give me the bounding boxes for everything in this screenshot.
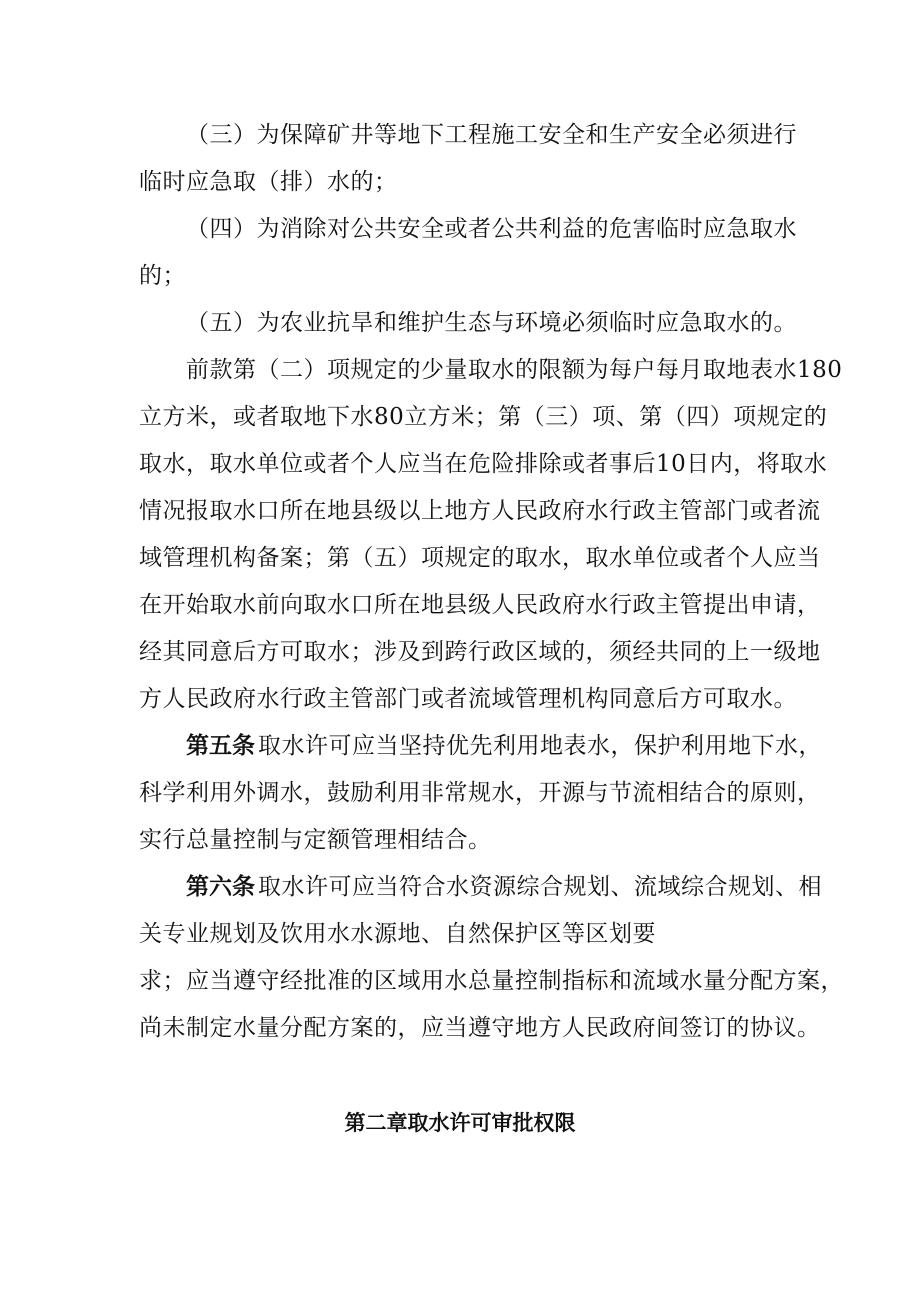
paragraph-line — [0, 162, 920, 202]
line-text: 域管理机构备案；第（五）项规定的取水，取水单位或者个人应当 — [139, 545, 821, 571]
line-text: 情况报取水口所在地县级以上地方人民政府水行政主管部门或者流 — [139, 498, 821, 524]
article-5-label: 第五条 — [186, 733, 255, 759]
paragraph-line — [0, 209, 920, 249]
paragraph-line — [0, 632, 920, 672]
line-text: 实行总量控制与定额管理相结合。 — [139, 827, 492, 853]
paragraph-line — [0, 303, 920, 343]
line-text: 取水，取水单位或者个人应当在危险排除或者事后10日内，将取水 — [139, 451, 828, 477]
line-text: （五）为农业抗旱和维护生态与环境必须临时应急取水的。 — [186, 310, 797, 336]
paragraph-line — [0, 491, 920, 531]
line-text: （四）为消除对公共安全或者公共利益的危害临时应急取水 — [186, 216, 797, 242]
line-text: 取水许可应当符合水资源综合规划、流域综合规划、相 — [258, 874, 822, 900]
line-text: 尚未制定水量分配方案的，应当遵守地方人民政府间签订的协议。 — [139, 1015, 821, 1041]
paragraph-line — [0, 585, 920, 625]
line-text: 在开始取水前向取水口所在地县级人民政府水行政主管提出申请， — [139, 592, 821, 618]
line-text: 关专业规划及饮用水水源地、自然保护区等区划要 — [139, 921, 656, 947]
paragraph-line — [0, 538, 920, 578]
article-6-first-line — [0, 867, 920, 907]
line-text: 科学利用外调水，鼓励利用非常规水，开源与节流相结合的原则， — [139, 780, 821, 806]
paragraph-line — [0, 679, 920, 719]
paragraph-line — [0, 820, 920, 860]
paragraph-line — [0, 115, 920, 155]
paragraph-line — [0, 350, 920, 390]
line-text: 取水许可应当坚持优先利用地表水，保护利用地下水， — [258, 733, 822, 759]
paragraph-line — [0, 914, 920, 954]
line-text: （三）为保障矿井等地下工程施工安全和生产安全必须进行 — [186, 122, 797, 148]
line-text: 求；应当遵守经批准的区域用水总量控制指标和流域水量分配方案， — [139, 968, 844, 994]
paragraph-line — [0, 397, 920, 437]
line-text: 前款第（二）项规定的少量取水的限额为每户每月取地表水180 — [186, 357, 843, 383]
article-5-first-line — [0, 726, 920, 766]
line-text: 立方米，或者取地下水80立方米；第（三）项、第（四）项规定的 — [139, 404, 828, 430]
article-6-label: 第六条 — [186, 874, 255, 900]
line-text: 临时应急取（排）水的； — [139, 169, 398, 195]
line-text: 方人民政府水行政主管部门或者流域管理机构同意后方可取水。 — [139, 686, 797, 712]
paragraph-line — [0, 961, 920, 1001]
line-text: 经其同意后方可取水；涉及到跨行政区域的，须经共同的上一级地 — [139, 639, 821, 665]
chapter-title: 第二章取水许可审批权限 — [344, 1111, 576, 1135]
line-text: 的； — [139, 263, 186, 289]
paragraph-line — [0, 256, 920, 296]
paragraph-line — [0, 444, 920, 484]
paragraph-line — [0, 773, 920, 813]
paragraph-line — [0, 1008, 920, 1048]
